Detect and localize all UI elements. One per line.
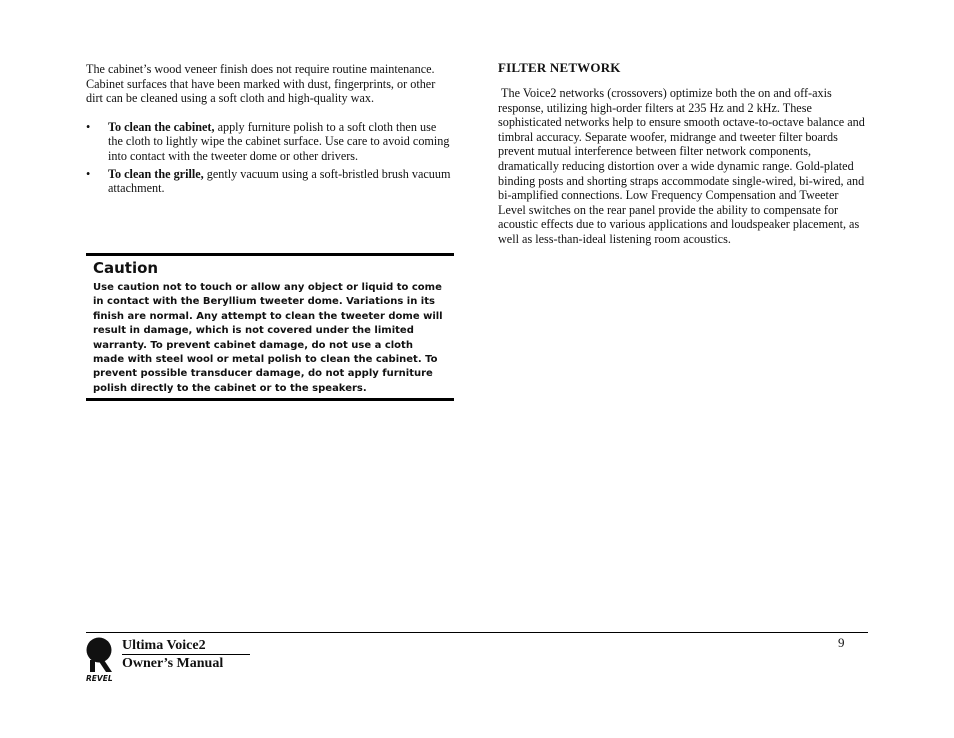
caution-body: Use caution not to touch or allow any object or liquid to come in contact with the Beryllium tweeter dome. Variations in its finish are normal. Any attempt to clean the tweeter dome will result in damage, which is not covered under the limited warranty. To prevent cabinet damage, do not use a cloth made with steel wool or metal polish to clean the cabinet. To prevent possible transducer damage, do not apply furniture polish directly to the cabinet or to the speakers. xyxy=(93,282,443,394)
document-title-line1: Ultima Voice2 xyxy=(122,637,250,655)
bullet-text: apply furniture polish to a soft cloth then use the cloth to lightly wipe the cabinet surface. Use care to avoid coming into contact with the tweeter dome or other drivers. xyxy=(108,119,450,163)
bullet-lead-text: To clean the cabinet, xyxy=(108,119,215,134)
bullet-lead-text: To clean the grille, xyxy=(108,166,204,181)
right-column xyxy=(498,60,868,247)
revel-logo-icon xyxy=(86,636,116,684)
footer-divider xyxy=(86,632,868,633)
list-item xyxy=(86,167,454,196)
list-item xyxy=(86,120,454,164)
section-heading: FILTER NETWORK xyxy=(498,60,621,75)
document-title-line2: Owner’s Manual xyxy=(122,656,224,671)
cabinet-maintenance-paragraph: The cabinet’s wood veneer finish does not require routine maintenance. Cabinet surfaces that have been marked with dust, fingerprints, or other dirt can be cleaned using a soft cloth and high-quality wax. xyxy=(86,62,436,106)
filter-network-paragraph: The Voice2 networks (crossovers) optimize both the on and off-axis response, utilizing high-order filters at 235 Hz and 2 kHz. These sophisticated networks help to ensure smooth octave-to-octave balance and timbral accuracy. Separate woofer, midrange and tweeter filter boards prevent mutual interference between filter network components, dramatically reducing distortion over a wide dynamic range. Gold-plated binding posts and shorting straps accommodate single-wired, bi-wired, and bi-amplified connections. Low Frequency Compensation and Tweeter Level switches on the rear panel provide the ability to compensate for acoustic effects due to various applications and loudspeaker placement, as well as less-than-ideal listening room acoustics. xyxy=(498,86,868,246)
bullet-icon: • xyxy=(86,166,91,181)
left-column xyxy=(86,62,454,199)
caution-title: Caution xyxy=(93,259,159,277)
document-title xyxy=(122,637,250,672)
bullet-text: gently vacuum using a soft-bristled brush vacuum attachment. xyxy=(108,166,451,196)
cleaning-bullet-list xyxy=(86,120,454,196)
bullet-icon: • xyxy=(86,119,91,134)
page-number: 9 xyxy=(838,635,845,650)
caution-box xyxy=(86,253,454,401)
logo-wordmark: REVEL xyxy=(86,674,113,683)
